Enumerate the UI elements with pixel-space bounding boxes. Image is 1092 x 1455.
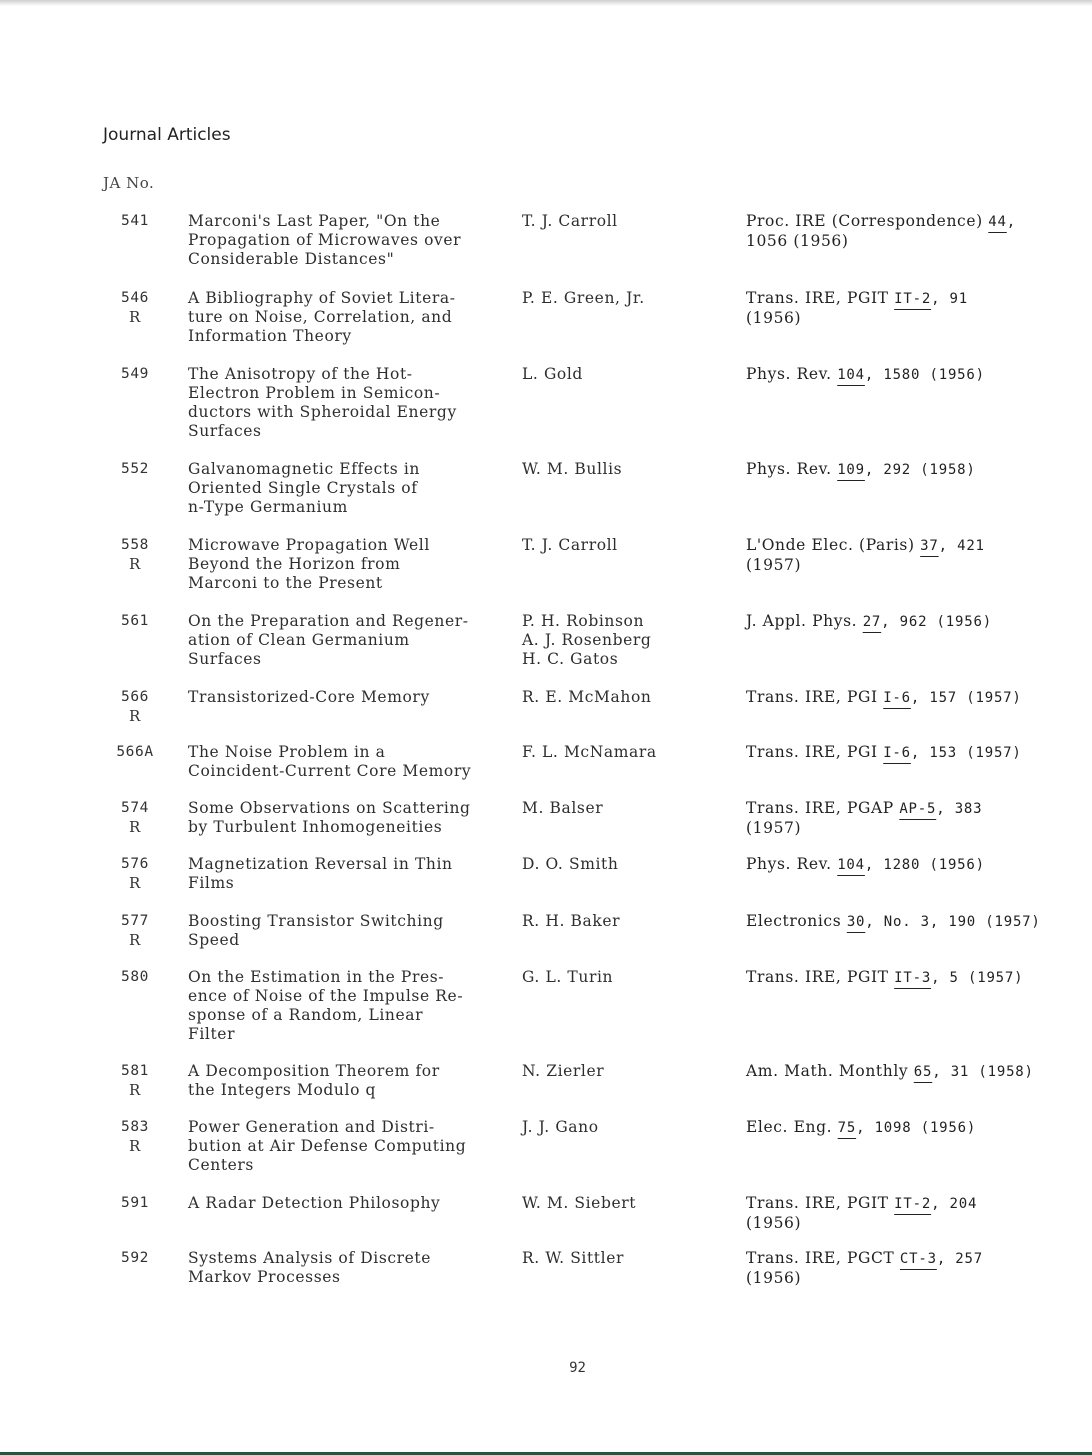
ja-number [110, 365, 160, 384]
ja-number [110, 1062, 160, 1100]
journal-reference [746, 855, 1076, 875]
ja-number-value: 561 [121, 613, 149, 629]
ja-number [110, 968, 160, 987]
ja-number-value: 576 [121, 856, 149, 872]
reference-line [746, 1062, 1076, 1082]
article-authors [522, 1118, 722, 1137]
journal-reference [746, 799, 1076, 838]
article-title [188, 799, 513, 837]
reference-volume: AP-5 [899, 801, 937, 817]
reference-line [746, 912, 1076, 932]
ja-number [110, 912, 160, 950]
page-number: 92 [569, 1360, 586, 1376]
article-title [188, 612, 513, 669]
article-authors [522, 1249, 722, 1268]
top-rule [0, 0, 1092, 6]
reference-journal: Phys. Rev. [746, 365, 838, 383]
article-title-line: Considerable Distances" [188, 250, 395, 268]
article-title-line: Power Generation and Distri- [188, 1118, 435, 1136]
reference-volume: CT-3 [899, 1251, 937, 1267]
reference-journal: Trans. IRE, PGI [746, 688, 884, 706]
article-title-line: Oriented Single Crystals of [188, 479, 418, 497]
article-authors [522, 536, 722, 555]
article-title-line: the Integers Modulo q [188, 1081, 377, 1099]
reference-pages-year: , 157 (1957) [910, 690, 1022, 706]
reference-journal: Trans. IRE, PGCT [746, 1249, 900, 1267]
article-authors [522, 212, 722, 231]
article-title-line: Galvanomagnetic Effects in [188, 460, 420, 478]
article-title-line: Markov Processes [188, 1268, 341, 1286]
author-name: F. L. McNamara [522, 743, 657, 761]
article-title-line: Marconi's Last Paper, "On the [188, 212, 441, 230]
article-title-line: Beyond the Horizon from [188, 555, 401, 573]
reference-line [746, 556, 1076, 575]
article-title-line: ence of Noise of the Impulse Re- [188, 987, 464, 1005]
article-authors [522, 1062, 722, 1081]
reference-pages-year: , 1098 (1956) [856, 1120, 977, 1136]
author-name: R. E. McMahon [522, 688, 652, 706]
ja-number [110, 536, 160, 574]
ja-number-value: 592 [121, 1250, 149, 1266]
reference-pages-year: , 31 (1958) [932, 1064, 1034, 1080]
reference-journal: 1056 (1956) [746, 232, 849, 250]
reference-volume: I-6 [883, 745, 911, 761]
reference-line [746, 1194, 1076, 1214]
reference-line [746, 309, 1076, 328]
article-title [188, 1118, 513, 1175]
reference-pages-year: , 962 (1956) [881, 614, 992, 630]
article-title-line: Coincident-Current Core Memory [188, 762, 472, 780]
reference-volume: 104 [837, 857, 865, 873]
article-authors [522, 289, 722, 308]
article-title [188, 743, 513, 781]
reference-pages-year: , 5 (1957) [931, 970, 1024, 986]
article-title [188, 289, 513, 346]
article-title-line: ation of Clean Germanium [188, 631, 410, 649]
journal-reference [746, 365, 1076, 385]
reference-line [746, 536, 1076, 556]
article-title-line: ductors with Spheroidal Energy [188, 403, 457, 421]
author-name: R. H. Baker [522, 912, 621, 930]
section-title: Journal Articles [103, 125, 231, 145]
article-title-line: Electron Problem in Semicon- [188, 384, 441, 402]
journal-reference [746, 968, 1076, 988]
ja-number [110, 1249, 160, 1268]
author-name: D. O. Smith [522, 855, 619, 873]
ja-number [110, 688, 160, 726]
reference-volume: I-6 [883, 690, 911, 706]
reference-line [746, 460, 1076, 480]
ja-number [110, 289, 160, 327]
article-title-line: Marconi to the Present [188, 574, 383, 592]
reference-volume: 65 [913, 1064, 933, 1080]
ja-number [110, 612, 160, 631]
author-name: P. H. Robinson [522, 612, 645, 630]
article-title-line: bution at Air Defense Computing [188, 1137, 467, 1155]
article-title [188, 365, 513, 441]
author-name: T. J. Carroll [522, 536, 618, 554]
author-name: N. Zierler [522, 1062, 605, 1080]
ja-number-value: 566 [121, 689, 149, 705]
reference-line [746, 1214, 1076, 1233]
article-title-line: Propagation of Microwaves over [188, 231, 462, 249]
article-title [188, 688, 513, 707]
article-authors [522, 799, 722, 818]
ja-number-value: 581 [121, 1063, 149, 1079]
reference-pages-year: , 153 (1957) [910, 745, 1022, 761]
article-title-line: The Anisotropy of the Hot- [188, 365, 413, 383]
ja-number-value: 591 [121, 1195, 149, 1211]
article-title-line: n-Type Germanium [188, 498, 348, 516]
reference-line [746, 799, 1076, 819]
reference-journal: Trans. IRE, PGIT [746, 289, 895, 307]
reference-line [746, 968, 1076, 988]
reprint-marker: R [129, 931, 141, 949]
article-title-line: Films [188, 874, 235, 892]
reference-pages-year: , 1580 (1956) [864, 367, 985, 383]
ja-number-value: 580 [121, 969, 149, 985]
ja-number-value: 566A [116, 744, 154, 760]
journal-reference [746, 743, 1076, 763]
reference-pages-year: , 204 [931, 1196, 978, 1212]
reference-journal: Am. Math. Monthly [746, 1062, 914, 1080]
ja-number-value: 574 [121, 800, 149, 816]
reprint-marker: R [129, 1137, 141, 1155]
reference-journal: L'Onde Elec. (Paris) [746, 536, 921, 554]
author-name: A. J. Rosenberg [522, 631, 652, 649]
reference-journal: Proc. IRE (Correspondence) [746, 212, 989, 230]
author-name: M. Balser [522, 799, 604, 817]
journal-reference [746, 1118, 1076, 1138]
ja-number [110, 855, 160, 893]
article-title-line: Information Theory [188, 327, 352, 345]
article-title [188, 1062, 513, 1100]
reference-line [746, 365, 1076, 385]
article-authors [522, 365, 722, 384]
reference-pages-year: , 421 [938, 538, 985, 554]
reference-line [746, 688, 1076, 708]
article-title-line: Surfaces [188, 650, 262, 668]
reference-line [746, 1118, 1076, 1138]
reprint-marker: R [129, 308, 141, 326]
ja-number-value: 541 [121, 213, 149, 229]
column-heading-ja-no: JA No. [103, 174, 155, 192]
author-name: P. E. Green, Jr. [522, 289, 645, 307]
journal-reference [746, 536, 1076, 575]
reference-line [746, 212, 1076, 232]
reference-line [746, 743, 1076, 763]
article-title-line: Centers [188, 1156, 254, 1174]
reference-volume: 75 [837, 1120, 857, 1136]
article-title-line: The Noise Problem in a [188, 743, 386, 761]
article-authors [522, 968, 722, 987]
article-title-line: by Turbulent Inhomogeneities [188, 818, 443, 836]
article-title-line: Some Observations on Scattering [188, 799, 471, 817]
article-title-line: Microwave Propagation Well [188, 536, 430, 554]
ja-number [110, 212, 160, 231]
article-title [188, 855, 513, 893]
ja-number-value: 558 [121, 537, 149, 553]
article-title-line: Systems Analysis of Discrete [188, 1249, 432, 1267]
journal-reference [746, 289, 1076, 328]
reference-line [746, 232, 1076, 251]
journal-reference [746, 1062, 1076, 1082]
reference-pages-year: , 1280 (1956) [864, 857, 985, 873]
article-title-line: A Radar Detection Philosophy [188, 1194, 441, 1212]
reference-journal: J. Appl. Phys. [746, 612, 863, 630]
ja-number [110, 1194, 160, 1213]
author-name: H. C. Gatos [522, 650, 619, 668]
reference-pages-year: , 383 [936, 801, 983, 817]
article-title-line: Magnetization Reversal in Thin [188, 855, 453, 873]
journal-reference [746, 688, 1076, 708]
author-name: W. M. Siebert [522, 1194, 637, 1212]
author-name: J. J. Gano [522, 1118, 599, 1136]
article-title-line: Transistorized-Core Memory [188, 688, 430, 706]
reference-journal: (1956) [746, 1269, 802, 1287]
reference-journal: (1957) [746, 819, 802, 837]
reprint-marker: R [129, 1081, 141, 1099]
journal-reference [746, 912, 1076, 932]
ja-number [110, 799, 160, 837]
article-authors [522, 855, 722, 874]
reference-line [746, 1269, 1076, 1288]
article-authors [522, 743, 722, 762]
reference-volume: 104 [837, 367, 865, 383]
reference-volume: 44 [988, 214, 1007, 230]
reference-journal: (1956) [746, 1214, 802, 1232]
reference-pages-year: , 292 (1958) [864, 462, 976, 478]
article-title [188, 968, 513, 1044]
journal-reference [746, 1194, 1076, 1233]
journal-reference [746, 212, 1076, 251]
reference-journal: Elec. Eng. [746, 1118, 838, 1136]
author-name: G. L. Turin [522, 968, 614, 986]
article-title-line: Boosting Transistor Switching [188, 912, 444, 930]
journal-reference [746, 1249, 1076, 1288]
journal-reference [746, 460, 1076, 480]
reference-line [746, 855, 1076, 875]
reference-volume: 109 [837, 462, 865, 478]
reference-pages-year: , 257 [936, 1251, 983, 1267]
author-name: L. Gold [522, 365, 583, 383]
reference-journal: Phys. Rev. [746, 460, 838, 478]
article-title [188, 912, 513, 950]
reference-volume: 27 [862, 614, 882, 630]
ja-number [110, 1118, 160, 1156]
reference-journal: Trans. IRE, PGI [746, 743, 884, 761]
reference-journal: Electronics [746, 912, 847, 930]
article-authors [522, 912, 722, 931]
article-authors [522, 460, 722, 479]
reference-volume: 30 [846, 914, 866, 930]
reference-volume: IT-2 [894, 291, 932, 307]
journal-reference [746, 612, 1076, 632]
reference-journal: Trans. IRE, PGIT [746, 968, 895, 986]
reprint-marker: R [129, 707, 141, 725]
reference-line [746, 1249, 1076, 1269]
reference-pages-year: , 91 [931, 291, 968, 307]
article-title-line: Filter [188, 1025, 236, 1043]
ja-number-value: 549 [121, 366, 149, 382]
reference-journal: (1957) [746, 556, 802, 574]
article-title [188, 1249, 513, 1287]
article-title-line: On the Estimation in the Pres- [188, 968, 445, 986]
ja-number [110, 743, 160, 762]
article-title-line: Speed [188, 931, 240, 949]
author-name: W. M. Bullis [522, 460, 623, 478]
reference-pages-year: , [1006, 214, 1016, 230]
reference-line [746, 819, 1076, 838]
article-title [188, 536, 513, 593]
reference-line [746, 289, 1076, 309]
ja-number-value: 546 [121, 290, 149, 306]
article-title-line: Surfaces [188, 422, 262, 440]
reference-journal: Trans. IRE, PGIT [746, 1194, 895, 1212]
reference-journal: Phys. Rev. [746, 855, 838, 873]
reference-volume: IT-3 [894, 970, 932, 986]
reference-volume: IT-2 [894, 1196, 932, 1212]
article-title [188, 1194, 513, 1213]
author-name: T. J. Carroll [522, 212, 618, 230]
author-name: R. W. Sittler [522, 1249, 624, 1267]
article-authors [522, 688, 722, 707]
article-title [188, 460, 513, 517]
reprint-marker: R [129, 818, 141, 836]
reference-journal: (1956) [746, 309, 802, 327]
article-title-line: A Decomposition Theorem for [188, 1062, 440, 1080]
article-title-line: A Bibliography of Soviet Litera- [188, 289, 456, 307]
article-authors [522, 1194, 722, 1213]
ja-number-value: 577 [121, 913, 149, 929]
reference-line [746, 612, 1076, 632]
reference-journal: Trans. IRE, PGAP [746, 799, 900, 817]
article-title-line: sponse of a Random, Linear [188, 1006, 424, 1024]
reference-volume: 37 [920, 538, 939, 554]
article-title-line: On the Preparation and Regener- [188, 612, 469, 630]
ja-number-value: 583 [121, 1119, 149, 1135]
article-title [188, 212, 513, 269]
ja-number-value: 552 [121, 461, 149, 477]
article-title-line: ture on Noise, Correlation, and [188, 308, 453, 326]
reference-pages-year: , No. 3, 190 (1957) [865, 914, 1041, 930]
reprint-marker: R [129, 555, 141, 573]
ja-number [110, 460, 160, 479]
article-authors [522, 612, 722, 669]
reprint-marker: R [129, 874, 141, 892]
